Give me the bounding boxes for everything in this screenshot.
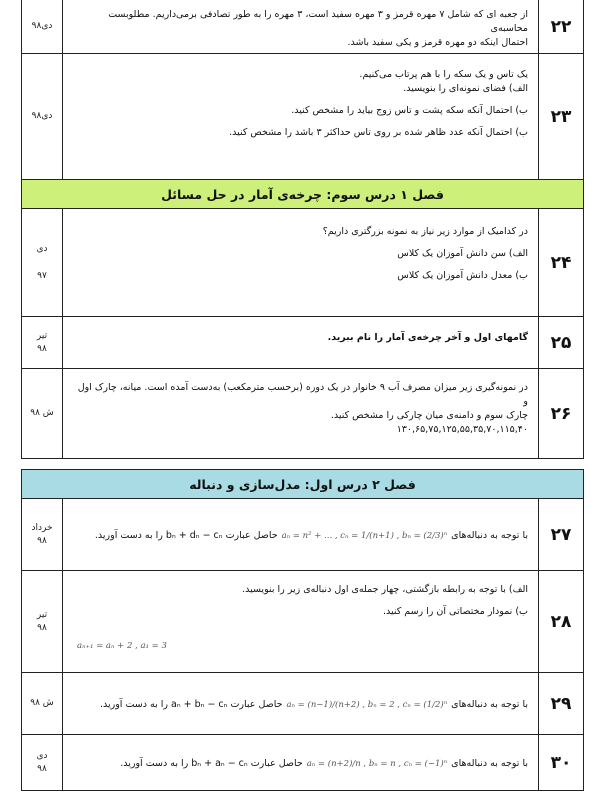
question-line: حاصل عبارت aₙ + bₙ − cₙ را به دست آورید.	[99, 698, 283, 710]
exam-date-line: ۹۸	[37, 622, 47, 633]
question-number: ۲۳	[538, 54, 583, 179]
question-number: ۲۸	[538, 571, 583, 672]
exam-date-line: خرداد	[31, 522, 53, 533]
question-text	[63, 571, 538, 672]
exam-date	[22, 369, 63, 458]
exam-date	[22, 317, 63, 368]
section-header: فصل ۱ درس سوم: چرخه‌ی آمار در حل مسائل	[21, 180, 584, 209]
formula: aₙ = (n+2)/n , bₙ = n , cₙ = (−1)ⁿ	[306, 758, 448, 769]
question-line: در کدامیک از موارد زیر نیاز به نمونه بزرگتری داریم؟	[322, 226, 528, 237]
question-number: ۲۷	[538, 499, 583, 570]
question-line: گامهای اول و آخر چرخه‌ی آمار را نام ببرید.	[327, 332, 528, 343]
question-line: یک تاس و یک سکه را با هم پرتاب می‌کنیم.	[359, 69, 528, 80]
question-line: الف) سن دانش آموزان یک کلاس	[397, 248, 528, 259]
question-line: احتمال اینکه دو مهره قرمز و یکی سفید باشد.	[347, 37, 528, 48]
question-row	[21, 0, 584, 54]
question-text	[63, 499, 538, 570]
question-line: ب) احتمال آنکه سکه پشت و تاس زوج بیاید را مشخص کنید.	[291, 105, 528, 116]
exam-date-line: تیر	[36, 330, 48, 341]
question-number: ۲۹	[538, 673, 583, 734]
formula: aₙ = n² + ... , cₙ = 1/(n+1) , bₙ = (2/3)ⁿ	[281, 530, 448, 541]
question-row	[21, 209, 584, 317]
question-line: حاصل عبارت bₙ + aₙ − cₙ را به دست آورید.	[120, 757, 303, 769]
question-number: ۲۶	[538, 369, 583, 458]
question-line: ب) معدل دانش آموزان یک کلاس	[397, 270, 528, 281]
question-row	[21, 673, 584, 735]
data-values: ۱۳۰,۶۵,۷۵,۱۲۵,۵۵,۳۵,۷۰,۱۱۵,۴۰	[396, 424, 528, 435]
question-line: با توجه به دنباله‌های	[451, 698, 528, 710]
exam-sheet	[21, 0, 584, 791]
question-row	[21, 369, 584, 459]
exam-date-line: ۹۸	[37, 763, 47, 774]
question-text	[63, 54, 538, 179]
question-row	[21, 317, 584, 369]
question-text	[63, 369, 538, 458]
question-line: چارک سوم و دامنه‌ی میان چارکی را مشخص کنید.	[330, 410, 528, 421]
question-row	[21, 735, 584, 791]
section-header: فصل ۲ درس اول: مدل‌سازی و دنباله	[21, 469, 584, 499]
exam-date	[22, 0, 63, 53]
exam-date-line: دی	[36, 243, 48, 254]
question-line: با توجه به دنباله‌های	[451, 529, 528, 541]
question-number: ۲۵	[538, 317, 583, 368]
formula: aₙ₊₁ = aₙ + 2 , a₁ = 3	[77, 641, 167, 651]
exam-date-line: ۹۷	[37, 270, 47, 281]
exam-date-line: دی	[36, 750, 48, 761]
formula: aₙ = (n−1)/(n+2) , bₙ = 2 , cₙ = (1/2)ⁿ	[286, 699, 448, 710]
question-row	[21, 54, 584, 180]
exam-date	[22, 499, 63, 570]
exam-date	[22, 735, 63, 790]
question-row	[21, 571, 584, 673]
question-line: ب) احتمال آنکه عدد ظاهر شده بر روی تاس حداکثر ۳ باشد را مشخص کنید.	[229, 127, 528, 138]
exam-date	[22, 209, 63, 316]
question-number: ۲۴	[538, 209, 583, 316]
question-text	[63, 0, 538, 53]
exam-date	[22, 571, 63, 672]
exam-date-line: ۹۸	[37, 535, 47, 546]
exam-date-line: تیر	[36, 609, 48, 620]
question-line: از جعبه ای که شامل ۷ مهره قرمز و ۳ مهره سفید است، ۳ مهره را به طور تصادفی برمی‌داریم. مطلوبست محاسبه‌ی	[108, 9, 528, 34]
exam-date-line: ش ۹۸	[30, 698, 54, 708]
question-text	[63, 673, 538, 734]
exam-date	[22, 54, 63, 179]
question-line: با توجه به دنباله‌های	[451, 757, 528, 769]
exam-date-line: دی۹۸	[31, 21, 53, 31]
question-line: ب) نمودار مختصاتی آن را رسم کنید.	[382, 606, 528, 617]
question-text	[63, 209, 538, 316]
question-line: الف) فضای نمونه‌ای را بنویسید.	[403, 83, 528, 94]
question-text	[63, 317, 538, 368]
question-line: حاصل عبارت bₙ + dₙ − cₙ را به دست آورید.	[94, 529, 278, 541]
question-row	[21, 499, 584, 571]
question-text	[63, 735, 538, 790]
exam-date-line: دی۹۸	[31, 111, 53, 121]
exam-date-line: ۹۸	[37, 343, 47, 354]
question-line: الف) با توجه به رابطه بازگشتی، چهار جمله‌ی اول دنباله‌ی زیر را بنویسید.	[242, 584, 528, 595]
question-number: ۳۰	[538, 735, 583, 790]
exam-date	[22, 673, 63, 734]
question-line: در نمونه‌گیری زیر میزان مصرف آب ۹ خانوار در یک دوره (برحسب مترمکعب) به‌دست آمده است. میانه، چارک اول و	[77, 382, 528, 407]
exam-date-line: ش ۹۸	[30, 408, 54, 418]
question-number: ۲۲	[538, 0, 583, 53]
